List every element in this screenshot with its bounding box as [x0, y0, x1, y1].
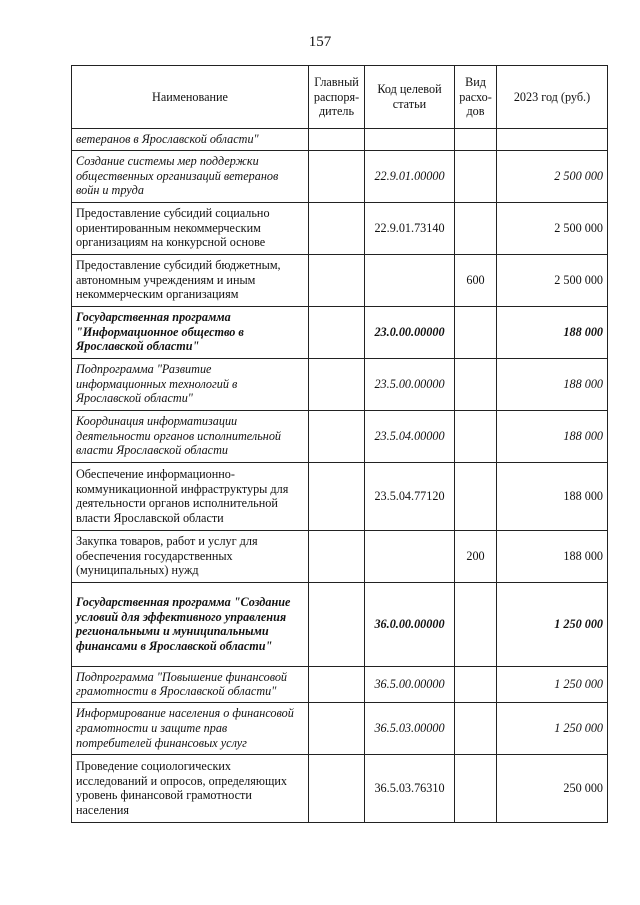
table-row: [72, 754, 608, 822]
table-row: [72, 358, 608, 410]
table-row: [72, 530, 608, 582]
cell-type: [455, 582, 497, 666]
header-code: Код целевой статьи: [365, 66, 455, 129]
cell-sum: 2 500 000: [497, 254, 608, 306]
cell-name: Координация информатизации деятельности органов исполнительной власти Ярославской области: [72, 410, 309, 462]
cell-name: Создание системы мер поддержки общественных организаций ветеранов войн и труда: [72, 150, 309, 202]
cell-code: 36.5.03.76310: [365, 754, 455, 822]
cell-sum: 1 250 000: [497, 582, 608, 666]
cell-sum: 1 250 000: [497, 666, 608, 702]
cell-code: 36.5.00.00000: [365, 666, 455, 702]
cell-administrator: [309, 202, 365, 254]
cell-code: 23.5.04.77120: [365, 462, 455, 530]
cell-type: [455, 358, 497, 410]
cell-administrator: [309, 530, 365, 582]
cell-administrator: [309, 254, 365, 306]
cell-code: [365, 254, 455, 306]
cell-type: [455, 462, 497, 530]
cell-code: [365, 530, 455, 582]
header-type: Вид расхо-дов: [455, 66, 497, 129]
table-header-row: [72, 66, 608, 129]
cell-name: ветеранов в Ярославской области": [72, 129, 309, 151]
cell-name: Государственная программа "Информационное общество в Ярославской области": [72, 306, 309, 358]
cell-administrator: [309, 754, 365, 822]
cell-type: [455, 754, 497, 822]
cell-type: [455, 410, 497, 462]
cell-type: [455, 702, 497, 754]
cell-type: [455, 666, 497, 702]
cell-administrator: [309, 462, 365, 530]
cell-type: 200: [455, 530, 497, 582]
table-row: [72, 462, 608, 530]
table-row: [72, 129, 608, 151]
table-row: [72, 150, 608, 202]
table-row: [72, 202, 608, 254]
cell-sum: 2 500 000: [497, 202, 608, 254]
cell-code: 36.5.03.00000: [365, 702, 455, 754]
cell-administrator: [309, 582, 365, 666]
table-row: [72, 582, 608, 666]
cell-administrator: [309, 306, 365, 358]
header-administrator: Главный распоря-дитель: [309, 66, 365, 129]
page-number: 157: [308, 34, 332, 50]
cell-name: Государственная программа "Создание условий для эффективного управления региональными и муниципальными финансами в Ярославской области": [72, 582, 309, 666]
cell-name: Проведение социологических исследований и опросов, определяющих уровень финансовой грамотности населения: [72, 754, 309, 822]
cell-administrator: [309, 702, 365, 754]
cell-sum: 188 000: [497, 306, 608, 358]
cell-code: 22.9.01.00000: [365, 150, 455, 202]
table-row: [72, 254, 608, 306]
cell-name: Обеспечение информационно-коммуникационной инфраструктуры для деятельности органов исполнительной власти Ярославской области: [72, 462, 309, 530]
cell-type: [455, 129, 497, 151]
cell-type: [455, 150, 497, 202]
cell-code: 36.0.00.00000: [365, 582, 455, 666]
cell-sum: 188 000: [497, 410, 608, 462]
table-row: [72, 666, 608, 702]
cell-sum: 1 250 000: [497, 702, 608, 754]
cell-sum: 2 500 000: [497, 150, 608, 202]
cell-code: 23.0.00.00000: [365, 306, 455, 358]
table-row: [72, 410, 608, 462]
cell-type: 600: [455, 254, 497, 306]
cell-administrator: [309, 150, 365, 202]
cell-administrator: [309, 129, 365, 151]
cell-sum: [497, 129, 608, 151]
header-sum: 2023 год (руб.): [497, 66, 608, 129]
cell-sum: 250 000: [497, 754, 608, 822]
table-row: [72, 702, 608, 754]
cell-name: Предоставление субсидий бюджетным, автономным учреждениям и иным некоммерческим организациям: [72, 254, 309, 306]
cell-code: 23.5.04.00000: [365, 410, 455, 462]
cell-type: [455, 306, 497, 358]
cell-sum: 188 000: [497, 358, 608, 410]
cell-name: Подпрограмма "Развитие информационных технологий в Ярославской области": [72, 358, 309, 410]
cell-name: Закупка товаров, работ и услуг для обеспечения государственных (муниципальных) нужд: [72, 530, 309, 582]
cell-code: 23.5.00.00000: [365, 358, 455, 410]
cell-sum: 188 000: [497, 530, 608, 582]
cell-sum: 188 000: [497, 462, 608, 530]
budget-table: [71, 65, 608, 823]
table-row: [72, 306, 608, 358]
cell-administrator: [309, 410, 365, 462]
table-body: [72, 129, 608, 823]
cell-administrator: [309, 358, 365, 410]
cell-code: 22.9.01.73140: [365, 202, 455, 254]
header-name: Наименование: [72, 66, 309, 129]
cell-type: [455, 202, 497, 254]
cell-administrator: [309, 666, 365, 702]
cell-name: Предоставление субсидий социально ориентированным некоммерческим организациям на конкурсной основе: [72, 202, 309, 254]
cell-code: [365, 129, 455, 151]
cell-name: Информирование населения о финансовой грамотности и защите прав потребителей финансовых услуг: [72, 702, 309, 754]
cell-name: Подпрограмма "Повышение финансовой грамотности в Ярославской области": [72, 666, 309, 702]
